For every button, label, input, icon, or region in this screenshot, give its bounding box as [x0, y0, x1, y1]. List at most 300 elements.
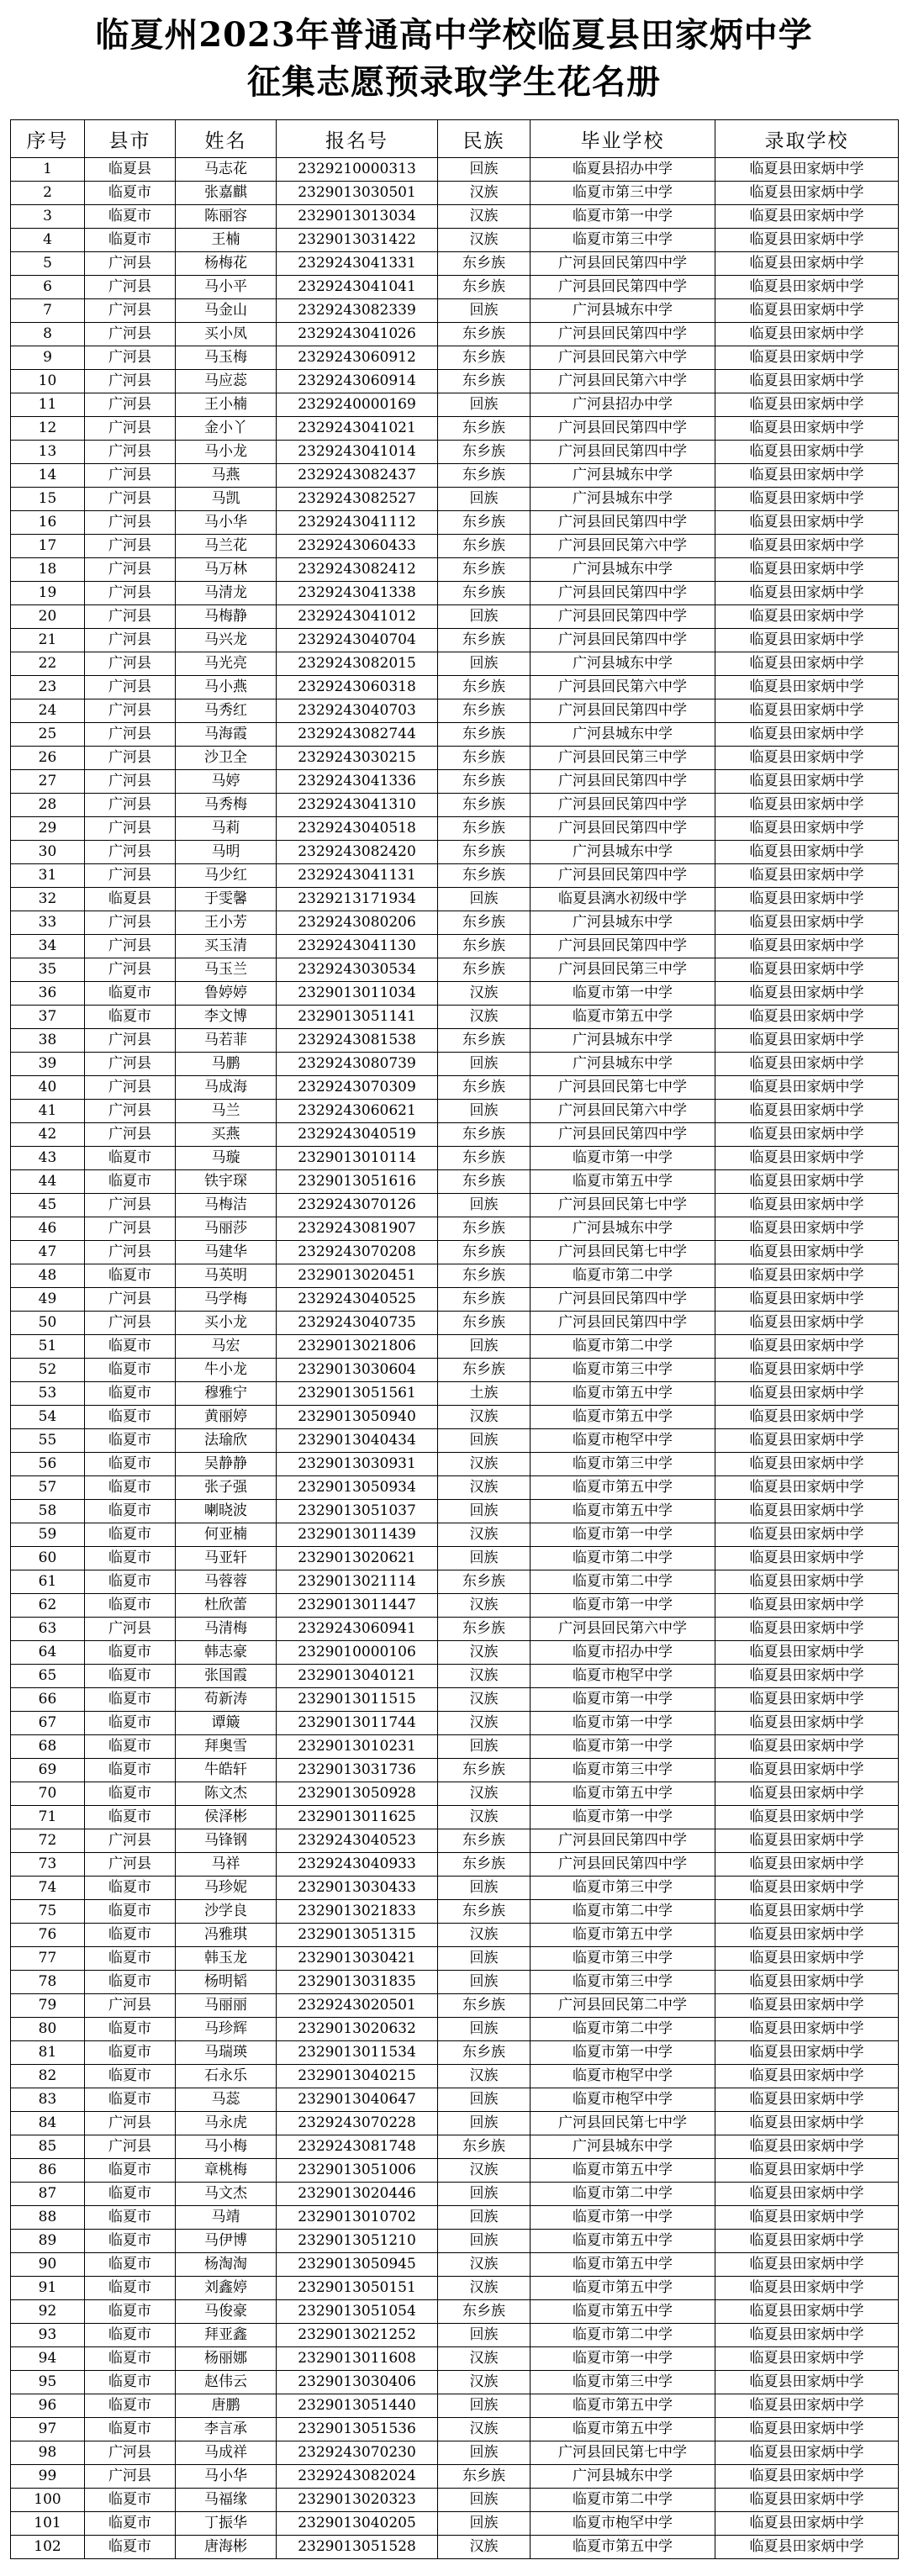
- cell-registration-no: 2329013051037: [277, 1500, 438, 1523]
- cell-registration-no: 2329243082024: [277, 2465, 438, 2489]
- cell-ethnicity: 回族: [438, 2183, 531, 2206]
- table-row: [11, 1053, 899, 1076]
- cell-county: 临夏市: [85, 2512, 176, 2536]
- table-row: [11, 252, 899, 276]
- cell-graduating-school: 广河县回民第六中学: [531, 1618, 715, 1641]
- cell-seq: 11: [11, 393, 85, 417]
- cell-graduating-school: 广河县回民第四中学: [531, 582, 715, 605]
- cell-admitting-school: 临夏县田家炳中学: [715, 2088, 899, 2112]
- table-row: [11, 2347, 899, 2371]
- cell-registration-no: 2329243081538: [277, 1029, 438, 1053]
- cell-name: 陈文杰: [176, 1782, 277, 1806]
- cell-graduating-school: 临夏市第二中学: [531, 2183, 715, 2206]
- table-row: [11, 1241, 899, 1264]
- cell-ethnicity: 回族: [438, 1971, 531, 1994]
- cell-name: 何亚楠: [176, 1523, 277, 1547]
- table-row: [11, 511, 899, 535]
- cell-graduating-school: 临夏市第三中学: [531, 1877, 715, 1900]
- cell-seq: 26: [11, 747, 85, 770]
- cell-admitting-school: 临夏县田家炳中学: [715, 1547, 899, 1570]
- cell-county: 临夏市: [85, 1523, 176, 1547]
- cell-seq: 75: [11, 1900, 85, 1924]
- cell-graduating-school: 广河县城东中学: [531, 2465, 715, 2489]
- cell-name: 马玉兰: [176, 958, 277, 982]
- cell-admitting-school: 临夏县田家炳中学: [715, 1288, 899, 1312]
- cell-name: 唐海彬: [176, 2536, 277, 2559]
- cell-seq: 79: [11, 1994, 85, 2018]
- cell-seq: 85: [11, 2135, 85, 2159]
- table-row: [11, 2088, 899, 2112]
- cell-seq: 80: [11, 2018, 85, 2041]
- cell-graduating-school: 临夏市第三中学: [531, 1971, 715, 1994]
- cell-county: 临夏市: [85, 1170, 176, 1194]
- cell-name: 马兴龙: [176, 629, 277, 652]
- cell-graduating-school: 广河县回民第四中学: [531, 1853, 715, 1877]
- cell-registration-no: 2329243041026: [277, 323, 438, 346]
- cell-graduating-school: 临夏市枹罕中学: [531, 2512, 715, 2536]
- cell-name: 马清梅: [176, 1618, 277, 1641]
- cell-registration-no: 2329243060621: [277, 1100, 438, 1123]
- cell-admitting-school: 临夏县田家炳中学: [715, 2536, 899, 2559]
- cell-ethnicity: 东乡族: [438, 535, 531, 558]
- cell-registration-no: 2329013011439: [277, 1523, 438, 1547]
- cell-county: 广河县: [85, 323, 176, 346]
- cell-ethnicity: 回族: [438, 2489, 531, 2512]
- cell-registration-no: 2329210000313: [277, 158, 438, 182]
- table-row: [11, 1170, 899, 1194]
- cell-admitting-school: 临夏县田家炳中学: [715, 2018, 899, 2041]
- cell-seq: 93: [11, 2324, 85, 2347]
- cell-name: 马建华: [176, 1241, 277, 1264]
- cell-graduating-school: 临夏市第一中学: [531, 1594, 715, 1618]
- cell-graduating-school: 临夏市第五中学: [531, 1476, 715, 1500]
- cell-registration-no: 2329013051561: [277, 1382, 438, 1406]
- table-row: [11, 911, 899, 935]
- cell-registration-no: 2329243060318: [277, 676, 438, 699]
- cell-seq: 58: [11, 1500, 85, 1523]
- table-row: [11, 2489, 899, 2512]
- cell-ethnicity: 东乡族: [438, 441, 531, 464]
- cell-ethnicity: 汉族: [438, 229, 531, 252]
- cell-graduating-school: 临夏市第五中学: [531, 1782, 715, 1806]
- cell-ethnicity: 回族: [438, 2230, 531, 2253]
- cell-registration-no: 2329243070309: [277, 1076, 438, 1100]
- cell-county: 临夏市: [85, 2394, 176, 2418]
- table-row: [11, 841, 899, 864]
- cell-seq: 32: [11, 888, 85, 911]
- cell-seq: 22: [11, 652, 85, 676]
- cell-graduating-school: 广河县回民第四中学: [531, 1123, 715, 1147]
- table-row: [11, 2135, 899, 2159]
- cell-ethnicity: 回族: [438, 605, 531, 629]
- cell-name: 马伊博: [176, 2230, 277, 2253]
- cell-seq: 56: [11, 1453, 85, 1476]
- cell-seq: 49: [11, 1288, 85, 1312]
- cell-county: 临夏市: [85, 2206, 176, 2230]
- cell-registration-no: 2329013020451: [277, 1264, 438, 1288]
- table-row: [11, 346, 899, 370]
- cell-registration-no: 2329013030433: [277, 1877, 438, 1900]
- cell-seq: 37: [11, 1006, 85, 1029]
- cell-name: 李言承: [176, 2418, 277, 2441]
- cell-graduating-school: 广河县回民第三中学: [531, 747, 715, 770]
- cell-graduating-school: 临夏市第五中学: [531, 2394, 715, 2418]
- table-row: [11, 1688, 899, 1712]
- cell-ethnicity: 东乡族: [438, 699, 531, 723]
- cell-name: 于雯馨: [176, 888, 277, 911]
- cell-graduating-school: 广河县回民第四中学: [531, 817, 715, 841]
- cell-registration-no: 2329013031835: [277, 1971, 438, 1994]
- cell-name: 吴静静: [176, 1453, 277, 1476]
- cell-registration-no: 2329013050928: [277, 1782, 438, 1806]
- cell-graduating-school: 临夏市第五中学: [531, 2536, 715, 2559]
- cell-registration-no: 2329243040523: [277, 1829, 438, 1853]
- cell-graduating-school: 临夏市第三中学: [531, 1947, 715, 1971]
- cell-name: 穆雅宁: [176, 1382, 277, 1406]
- cell-seq: 33: [11, 911, 85, 935]
- cell-ethnicity: 回族: [438, 2394, 531, 2418]
- cell-county: 临夏市: [85, 2230, 176, 2253]
- cell-seq: 7: [11, 299, 85, 323]
- cell-name: 马应蕊: [176, 370, 277, 393]
- cell-seq: 2: [11, 182, 85, 205]
- cell-graduating-school: 临夏市第二中学: [531, 2018, 715, 2041]
- cell-seq: 54: [11, 1406, 85, 1429]
- table-row: [11, 2324, 899, 2347]
- cell-admitting-school: 临夏县田家炳中学: [715, 393, 899, 417]
- cell-name: 侯泽彬: [176, 1806, 277, 1829]
- table-header-row: [11, 120, 899, 158]
- cell-county: 广河县: [85, 652, 176, 676]
- cell-seq: 30: [11, 841, 85, 864]
- cell-seq: 35: [11, 958, 85, 982]
- cell-graduating-school: 临夏市第二中学: [531, 1570, 715, 1594]
- cell-county: 临夏市: [85, 1924, 176, 1947]
- cell-admitting-school: 临夏县田家炳中学: [715, 1712, 899, 1735]
- cell-name: 王小芳: [176, 911, 277, 935]
- cell-name: 张国霞: [176, 1665, 277, 1688]
- cell-ethnicity: 东乡族: [438, 582, 531, 605]
- cell-ethnicity: 东乡族: [438, 1900, 531, 1924]
- table-row: [11, 1264, 899, 1288]
- cell-graduating-school: 广河县回民第四中学: [531, 699, 715, 723]
- cell-county: 广河县: [85, 1312, 176, 1335]
- cell-county: 临夏市: [85, 1665, 176, 1688]
- table-row: [11, 676, 899, 699]
- cell-ethnicity: 东乡族: [438, 747, 531, 770]
- cell-ethnicity: 回族: [438, 1500, 531, 1523]
- cell-county: 临夏市: [85, 182, 176, 205]
- table-row: [11, 652, 899, 676]
- cell-name: 唐鹏: [176, 2394, 277, 2418]
- cell-registration-no: 2329243082437: [277, 464, 438, 488]
- cell-seq: 13: [11, 441, 85, 464]
- table-row: [11, 723, 899, 747]
- cell-registration-no: 2329013050151: [277, 2277, 438, 2300]
- cell-county: 广河县: [85, 605, 176, 629]
- cell-admitting-school: 临夏县田家炳中学: [715, 1594, 899, 1618]
- cell-admitting-school: 临夏县田家炳中学: [715, 1641, 899, 1665]
- cell-name: 杨明韬: [176, 1971, 277, 1994]
- cell-name: 马鹏: [176, 1053, 277, 1076]
- cell-admitting-school: 临夏县田家炳中学: [715, 441, 899, 464]
- cell-admitting-school: 临夏县田家炳中学: [715, 888, 899, 911]
- cell-county: 临夏市: [85, 2088, 176, 2112]
- cell-name: 马燕: [176, 464, 277, 488]
- cell-county: 临夏市: [85, 2183, 176, 2206]
- cell-county: 临夏市: [85, 1782, 176, 1806]
- cell-name: 牛小龙: [176, 1359, 277, 1382]
- cell-registration-no: 2329013051536: [277, 2418, 438, 2441]
- cell-graduating-school: 临夏市第一中学: [531, 2347, 715, 2371]
- cell-county: 广河县: [85, 558, 176, 582]
- cell-seq: 63: [11, 1618, 85, 1641]
- cell-registration-no: 2329243041336: [277, 770, 438, 794]
- cell-graduating-school: 临夏市第一中学: [531, 1523, 715, 1547]
- cell-admitting-school: 临夏县田家炳中学: [715, 1170, 899, 1194]
- cell-county: 广河县: [85, 1288, 176, 1312]
- cell-registration-no: 2329013051141: [277, 1006, 438, 1029]
- cell-county: 临夏市: [85, 2536, 176, 2559]
- cell-registration-no: 2329013030501: [277, 182, 438, 205]
- cell-registration-no: 2329013010702: [277, 2206, 438, 2230]
- cell-graduating-school: 广河县回民第七中学: [531, 2441, 715, 2465]
- cell-ethnicity: 东乡族: [438, 1217, 531, 1241]
- cell-county: 临夏市: [85, 1406, 176, 1429]
- cell-registration-no: 2329243041041: [277, 276, 438, 299]
- cell-seq: 74: [11, 1877, 85, 1900]
- table-row: [11, 1288, 899, 1312]
- cell-admitting-school: 临夏县田家炳中学: [715, 817, 899, 841]
- cell-graduating-school: 广河县城东中学: [531, 1217, 715, 1241]
- cell-county: 广河县: [85, 958, 176, 982]
- cell-admitting-school: 临夏县田家炳中学: [715, 770, 899, 794]
- cell-admitting-school: 临夏县田家炳中学: [715, 1264, 899, 1288]
- table-row: [11, 1100, 899, 1123]
- cell-ethnicity: 东乡族: [438, 2135, 531, 2159]
- cell-county: 临夏市: [85, 229, 176, 252]
- cell-county: 临夏市: [85, 1570, 176, 1594]
- table-row: [11, 2441, 899, 2465]
- cell-ethnicity: 东乡族: [438, 346, 531, 370]
- cell-seq: 39: [11, 1053, 85, 1076]
- cell-admitting-school: 临夏县田家炳中学: [715, 1147, 899, 1170]
- cell-admitting-school: 临夏县田家炳中学: [715, 1523, 899, 1547]
- cell-seq: 92: [11, 2300, 85, 2324]
- cell-graduating-school: 临夏市第五中学: [531, 1924, 715, 1947]
- cell-registration-no: 2329013050945: [277, 2253, 438, 2277]
- cell-name: 马少红: [176, 864, 277, 888]
- table-row: [11, 2230, 899, 2253]
- cell-admitting-school: 临夏县田家炳中学: [715, 1100, 899, 1123]
- cell-seq: 15: [11, 488, 85, 511]
- cell-county: 广河县: [85, 2465, 176, 2489]
- cell-graduating-school: 临夏市第二中学: [531, 1547, 715, 1570]
- cell-graduating-school: 临夏市第二中学: [531, 1900, 715, 1924]
- cell-admitting-school: 临夏县田家炳中学: [715, 1877, 899, 1900]
- cell-name: 买小龙: [176, 1312, 277, 1335]
- cell-ethnicity: 东乡族: [438, 864, 531, 888]
- cell-graduating-school: 广河县回民第四中学: [531, 1829, 715, 1853]
- cell-ethnicity: 东乡族: [438, 1312, 531, 1335]
- cell-ethnicity: 东乡族: [438, 1570, 531, 1594]
- cell-admitting-school: 临夏县田家炳中学: [715, 1500, 899, 1523]
- cell-county: 广河县: [85, 535, 176, 558]
- cell-ethnicity: 汉族: [438, 2347, 531, 2371]
- cell-graduating-school: 临夏市第五中学: [531, 2253, 715, 2277]
- table-row: [11, 1735, 899, 1759]
- cell-county: 临夏市: [85, 1264, 176, 1288]
- cell-ethnicity: 东乡族: [438, 911, 531, 935]
- cell-registration-no: 2329243080739: [277, 1053, 438, 1076]
- table-row: [11, 1476, 899, 1500]
- cell-ethnicity: 回族: [438, 888, 531, 911]
- cell-registration-no: 2329243070208: [277, 1241, 438, 1264]
- cell-name: 马小平: [176, 276, 277, 299]
- table-row: [11, 794, 899, 817]
- cell-name: 刘鑫婷: [176, 2277, 277, 2300]
- table-row: [11, 535, 899, 558]
- cell-admitting-school: 临夏县田家炳中学: [715, 1429, 899, 1453]
- cell-seq: 38: [11, 1029, 85, 1053]
- cell-county: 广河县: [85, 370, 176, 393]
- cell-name: 买玉清: [176, 935, 277, 958]
- cell-graduating-school: 广河县城东中学: [531, 464, 715, 488]
- cell-county: 临夏市: [85, 2159, 176, 2183]
- cell-graduating-school: 临夏市枹罕中学: [531, 1665, 715, 1688]
- cell-registration-no: 2329013051210: [277, 2230, 438, 2253]
- cell-ethnicity: 汉族: [438, 1523, 531, 1547]
- cell-name: 石永乐: [176, 2065, 277, 2088]
- cell-seq: 62: [11, 1594, 85, 1618]
- cell-ethnicity: 回族: [438, 393, 531, 417]
- cell-admitting-school: 临夏县田家炳中学: [715, 2277, 899, 2300]
- cell-name: 杜欣蕾: [176, 1594, 277, 1618]
- cell-ethnicity: 回族: [438, 2088, 531, 2112]
- cell-county: 广河县: [85, 417, 176, 441]
- cell-registration-no: 2329243041012: [277, 605, 438, 629]
- table-row: [11, 2112, 899, 2135]
- cell-seq: 34: [11, 935, 85, 958]
- cell-registration-no: 2329013050940: [277, 1406, 438, 1429]
- cell-county: 临夏市: [85, 1759, 176, 1782]
- cell-admitting-school: 临夏县田家炳中学: [715, 841, 899, 864]
- cell-seq: 67: [11, 1712, 85, 1735]
- cell-graduating-school: 广河县城东中学: [531, 1053, 715, 1076]
- cell-admitting-school: 临夏县田家炳中学: [715, 488, 899, 511]
- cell-registration-no: 2329013030421: [277, 1947, 438, 1971]
- cell-graduating-school: 广河县回民第四中学: [531, 770, 715, 794]
- cell-county: 广河县: [85, 629, 176, 652]
- cell-county: 广河县: [85, 464, 176, 488]
- cell-admitting-school: 临夏县田家炳中学: [715, 1618, 899, 1641]
- cell-name: 张子强: [176, 1476, 277, 1500]
- table-row: [11, 2277, 899, 2300]
- cell-admitting-school: 临夏县田家炳中学: [715, 629, 899, 652]
- title-line-1: 临夏州2023年普通高中学校临夏县田家炳中学: [95, 15, 813, 55]
- cell-seq: 8: [11, 323, 85, 346]
- cell-county: 临夏市: [85, 1476, 176, 1500]
- cell-name: 马小燕: [176, 676, 277, 699]
- cell-admitting-school: 临夏县田家炳中学: [715, 2206, 899, 2230]
- cell-name: 马俊豪: [176, 2300, 277, 2324]
- table-body: [11, 158, 899, 2559]
- cell-seq: 81: [11, 2041, 85, 2065]
- table-row: [11, 2041, 899, 2065]
- table-row: [11, 2159, 899, 2183]
- cell-registration-no: 2329243060433: [277, 535, 438, 558]
- cell-graduating-school: 临夏市第五中学: [531, 2230, 715, 2253]
- cell-graduating-school: 广河县回民第四中学: [531, 794, 715, 817]
- table-row: [11, 1029, 899, 1053]
- cell-name: 沙卫全: [176, 747, 277, 770]
- cell-name: 马小华: [176, 2465, 277, 2489]
- cell-county: 广河县: [85, 393, 176, 417]
- cell-county: 广河县: [85, 794, 176, 817]
- cell-admitting-school: 临夏县田家炳中学: [715, 323, 899, 346]
- cell-ethnicity: 回族: [438, 2206, 531, 2230]
- cell-seq: 68: [11, 1735, 85, 1759]
- cell-admitting-school: 临夏县田家炳中学: [715, 1900, 899, 1924]
- table-row: [11, 2300, 899, 2324]
- cell-name: 黄丽婷: [176, 1406, 277, 1429]
- cell-name: 马小华: [176, 511, 277, 535]
- table-row: [11, 1712, 899, 1735]
- cell-seq: 18: [11, 558, 85, 582]
- cell-ethnicity: 回族: [438, 2512, 531, 2536]
- cell-admitting-school: 临夏县田家炳中学: [715, 464, 899, 488]
- header-seq: 序号: [11, 120, 85, 158]
- table-row: [11, 1547, 899, 1570]
- cell-ethnicity: 东乡族: [438, 935, 531, 958]
- cell-registration-no: 2329013011608: [277, 2347, 438, 2371]
- cell-registration-no: 2329013021114: [277, 1570, 438, 1594]
- cell-name: 马金山: [176, 299, 277, 323]
- cell-seq: 59: [11, 1523, 85, 1547]
- cell-admitting-school: 临夏县田家炳中学: [715, 2230, 899, 2253]
- cell-name: 马珍辉: [176, 2018, 277, 2041]
- cell-admitting-school: 临夏县田家炳中学: [715, 911, 899, 935]
- table-row: [11, 558, 899, 582]
- cell-seq: 52: [11, 1359, 85, 1382]
- cell-seq: 66: [11, 1688, 85, 1712]
- cell-admitting-school: 临夏县田家炳中学: [715, 2041, 899, 2065]
- cell-seq: 64: [11, 1641, 85, 1665]
- cell-ethnicity: 汉族: [438, 1924, 531, 1947]
- cell-county: 广河县: [85, 252, 176, 276]
- cell-name: 马丽丽: [176, 1994, 277, 2018]
- cell-admitting-school: 临夏县田家炳中学: [715, 1476, 899, 1500]
- cell-seq: 51: [11, 1335, 85, 1359]
- cell-admitting-school: 临夏县田家炳中学: [715, 346, 899, 370]
- cell-name: 王楠: [176, 229, 277, 252]
- cell-county: 广河县: [85, 911, 176, 935]
- table-row: [11, 605, 899, 629]
- cell-ethnicity: 东乡族: [438, 794, 531, 817]
- cell-seq: 89: [11, 2230, 85, 2253]
- cell-registration-no: 2329243030534: [277, 958, 438, 982]
- cell-county: 临夏市: [85, 2489, 176, 2512]
- cell-admitting-school: 临夏县田家炳中学: [715, 2324, 899, 2347]
- cell-county: 广河县: [85, 488, 176, 511]
- cell-registration-no: 2329013011447: [277, 1594, 438, 1618]
- cell-ethnicity: 汉族: [438, 1688, 531, 1712]
- cell-seq: 97: [11, 2418, 85, 2441]
- cell-name: 王小楠: [176, 393, 277, 417]
- cell-seq: 6: [11, 276, 85, 299]
- cell-ethnicity: 回族: [438, 652, 531, 676]
- cell-admitting-school: 临夏县田家炳中学: [715, 1312, 899, 1335]
